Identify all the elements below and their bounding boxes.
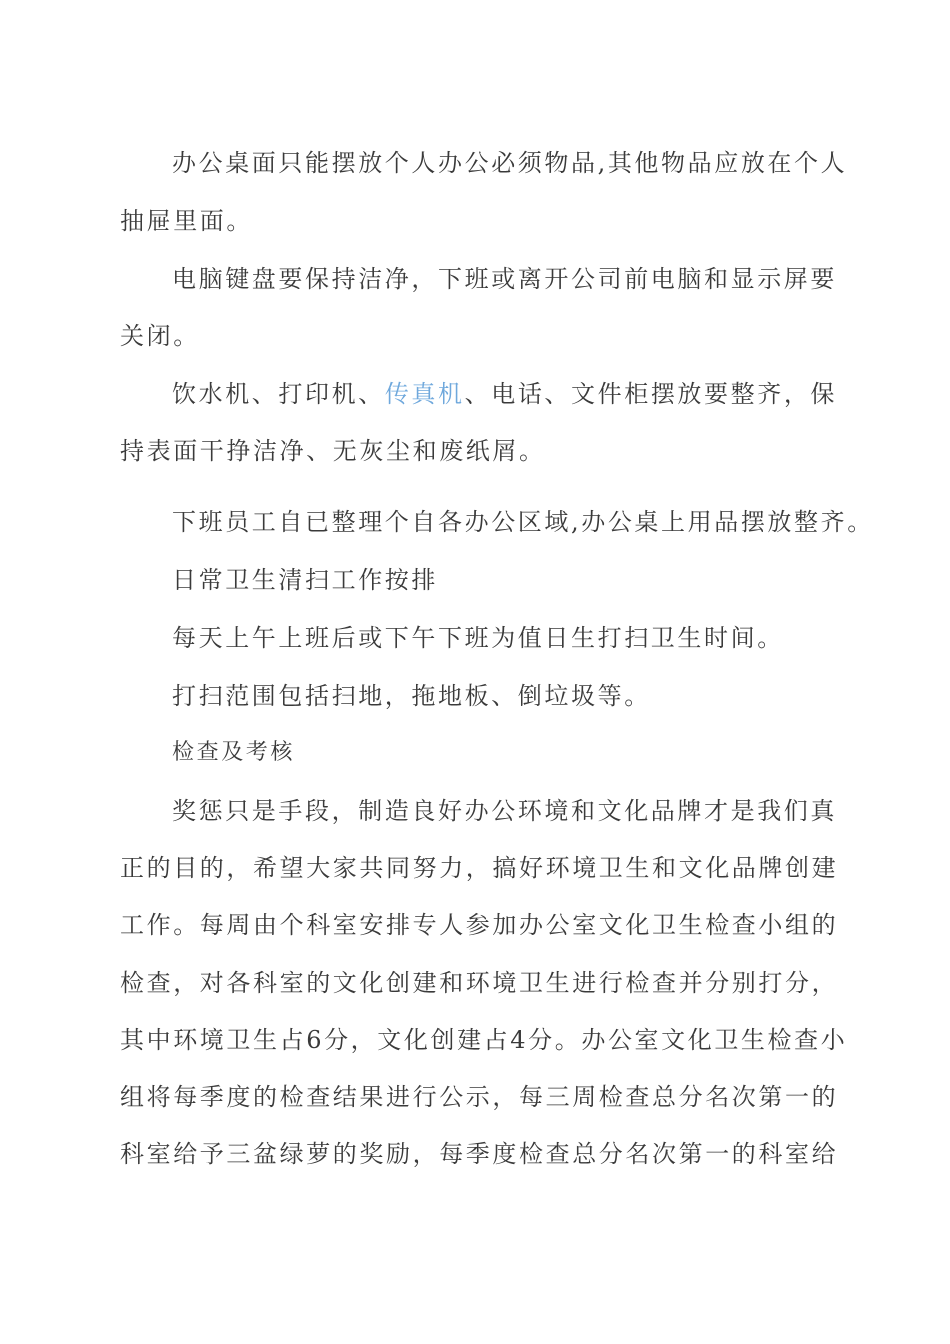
paragraph-cleaning-time: 每天上午上班后或下午下班为值日生打扫卫生时间。 [172, 624, 784, 652]
paragraph-computer-line-2: 关闭。 [120, 322, 200, 350]
paragraph-reward-line-4: 检查，对各科室的文化创建和环境卫生进行检查并分别打分， [120, 969, 839, 997]
paragraph-after-work: 下班员工自已整理个自各办公区域,办公桌上用品摆放整齐。 [172, 508, 874, 536]
equipment-text-before-link: 饮水机、打印机、 [172, 380, 385, 408]
paragraph-cleaning-scope: 打扫范围包括扫地，拖地板、倒垃圾等。 [172, 682, 651, 710]
paragraph-desk-line-1: 办公桌面只能摆放个人办公必须物品,其他物品应放在个人 [172, 149, 848, 177]
paragraph-desk-line-2: 抽屉里面。 [120, 207, 253, 235]
paragraph-reward-line-5: 其中环境卫生占6分，文化创建占4分。办公室文化卫生检查小 [120, 1026, 848, 1054]
heading-inspection: 检查及考核 [172, 740, 296, 765]
equipment-text-after-link: 、电话、文件柜摆放要整齐，保 [464, 380, 838, 408]
fax-machine-link[interactable]: 传真机 [384, 380, 465, 408]
paragraph-reward-line-7: 科室给予三盆绿萝的奖励，每季度检查总分名次第一的科室给 [120, 1140, 839, 1168]
paragraph-reward-line-2: 正的目的，希望大家共同努力，搞好环境卫生和文化品牌创建 [120, 854, 839, 882]
heading-daily-cleaning: 日常卫生清扫工作按排 [172, 566, 438, 594]
paragraph-reward-line-1: 奖惩只是手段，制造良好办公环境和文化品牌才是我们真 [172, 797, 837, 825]
paragraph-reward-line-6: 组将每季度的检查结果进行公示，每三周检查总分名次第一的 [120, 1083, 839, 1111]
paragraph-reward-line-3: 工作。每周由个科室安排专人参加办公室文化卫生检查小组的 [120, 911, 839, 939]
paragraph-equipment-line-2: 持表面干挣洁净、无灰尘和废纸屑。 [120, 437, 546, 465]
paragraph-computer-line-1: 电脑键盘要保持洁净，下班或离开公司前电脑和显示屏要 [172, 265, 837, 293]
paragraph-equipment-line-1 [172, 379, 837, 409]
